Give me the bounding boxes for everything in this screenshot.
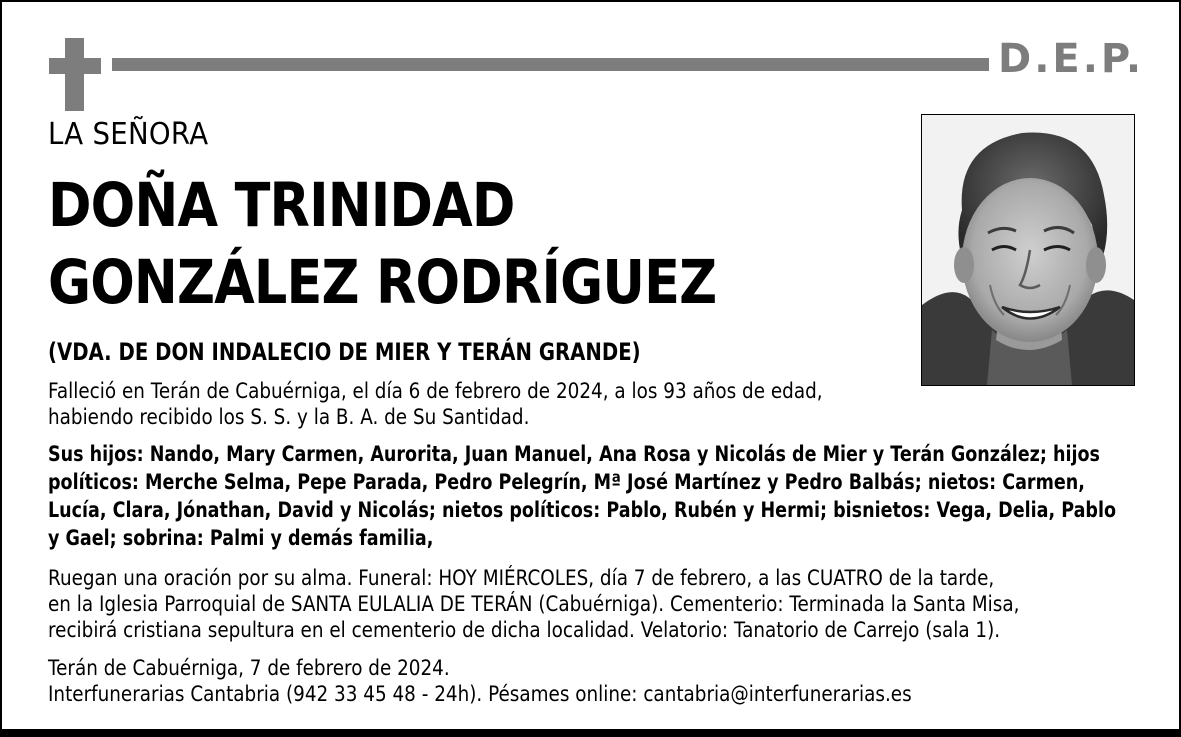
death-paragraph [48, 378, 823, 430]
closing-paragraph [48, 655, 912, 707]
pretitle: LA SEÑORA [48, 117, 209, 152]
cross-icon-bar [49, 58, 101, 74]
death-line: Falleció en Terán de Cabuérniga, el día 6 de febrero de 2024, a los 93 años de edad, [48, 379, 823, 403]
family-line: Lucía, Clara, Jónathan, David y Nicolás; nietos políticos: Pablo, Rubén y Hermi; bisnietos: Vega, Delia, Pablo [48, 498, 1117, 522]
dep-label: D.E.P. [998, 36, 1145, 82]
death-line: habiendo recibido los S. S. y la B. A. de Su Santidad. [48, 405, 530, 429]
family-line: políticos: Merche Selma, Pepe Parada, Pedro Pelegrín, Mª José Martínez y Pedro Balbás; nietos: Carmen, [48, 470, 1085, 494]
cross-icon [65, 38, 84, 111]
widow-subtitle: (VDA. DE DON INDALECIO DE MIER Y TERÁN GRANDE) [48, 338, 641, 366]
funeral-line: en la Iglesia Parroquial de SANTA EULALIA DE TERÁN (Cabuérniga). Cementerio: Terminada la Santa Misa, [48, 592, 1020, 616]
family-line: y Gael; sobrina: Palmi y demás familia, [48, 526, 434, 550]
closing-line: Terán de Cabuérniga, 7 de febrero de 2024. [48, 656, 450, 680]
deceased-name-line2: GONZÁLEZ RODRÍGUEZ [48, 247, 717, 318]
funeral-line: recibirá cristiana sepultura en el cementerio de dicha localidad. Velatorio: Tanatorio de Carrejo (sala 1). [48, 618, 1001, 642]
deceased-name-line1: DOÑA TRINIDAD [48, 170, 515, 241]
header-rule [112, 58, 989, 71]
funeral-paragraph [48, 565, 1019, 643]
portrait-photo [921, 114, 1135, 386]
family-paragraph [48, 440, 1116, 552]
family-line: Sus hijos: Nando, Mary Carmen, Aurorita, Juan Manuel, Ana Rosa y Nicolás de Mier y Terán González; hijos [48, 442, 1101, 466]
portrait-image [922, 115, 1134, 385]
closing-line: Interfunerarias Cantabria (942 33 45 48 - 24h). Pésames online: cantabria@interfunerarias.es [48, 682, 912, 706]
funeral-line: Ruegan una oración por su alma. Funeral: HOY MIÉRCOLES, día 7 de febrero, a las CUATRO de la tarde, [48, 566, 995, 590]
